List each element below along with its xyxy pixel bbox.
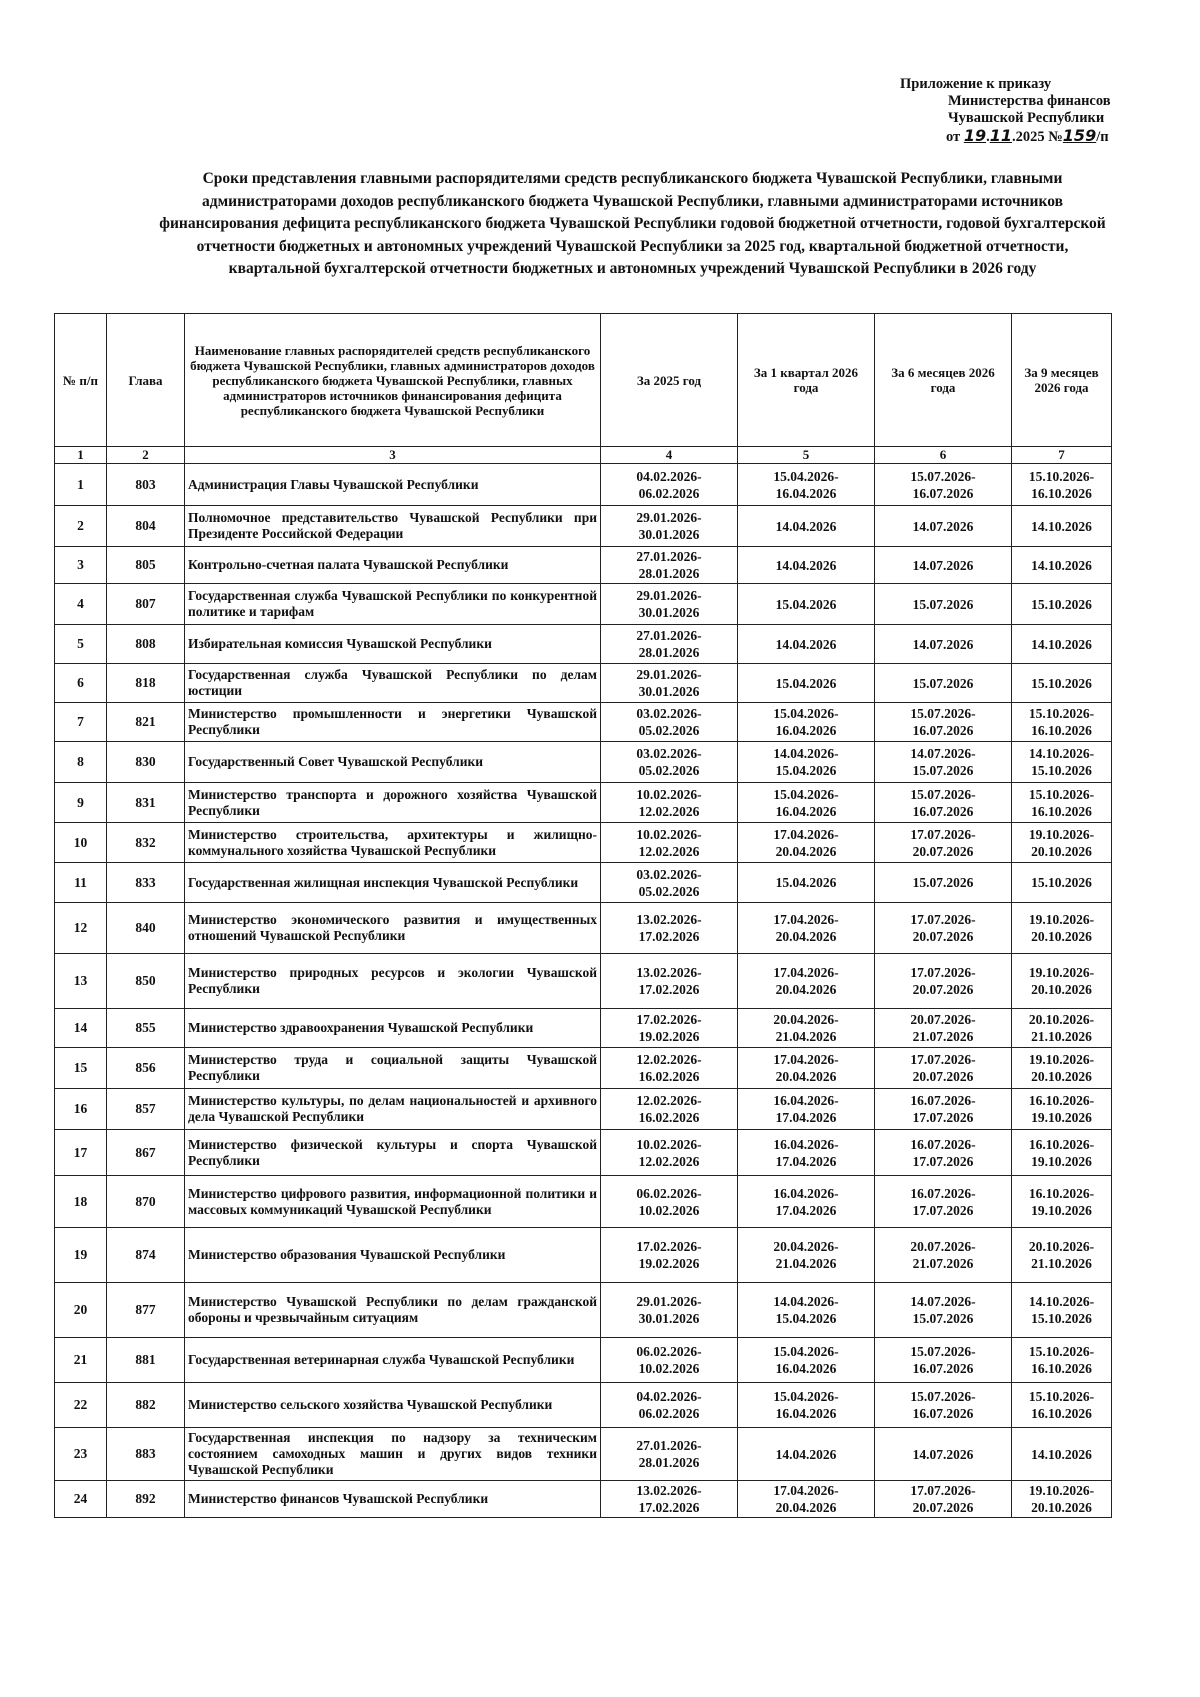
table-row (55, 863, 1112, 903)
row-number: 18 (55, 1176, 107, 1228)
deadline-6m: 16.07.2026- 17.07.2026 (875, 1176, 1012, 1228)
deadline-6m: 14.07.2026 (875, 1428, 1012, 1481)
deadline-q1: 17.04.2026- 20.04.2026 (738, 903, 875, 954)
organization-name: Министерство сельского хозяйства Чувашской Республики (185, 1383, 601, 1428)
table-row (55, 823, 1112, 863)
deadline-6m: 15.07.2026 (875, 584, 1012, 625)
header-num: № п/п (55, 314, 107, 447)
organization-name: Министерство природных ресурсов и экологии Чувашской Республики (185, 954, 601, 1009)
appendix-order-line: от 19.11.2025 №159/п (946, 126, 1109, 145)
deadline-2025: 13.02.2026- 17.02.2026 (601, 903, 738, 954)
chapter-code: 818 (107, 664, 185, 703)
organization-name: Министерство физической культуры и спорта Чувашской Республики (185, 1130, 601, 1176)
column-number: 1 (55, 447, 107, 464)
document-title: Сроки представления главными распорядителями средств республиканского бюджета Чувашской Республики, главными администраторами доходов республиканского бюджета Чувашской Республики, главными администраторами источников финансирования дефицита республиканского бюджета Чувашской Республики годовой бюджетной отчетности, годовой бухгалтерской отчетности бюджетных и автономных учреждений Чувашской Республики за 2025 год, квартальной бюджетной отчетности, квартальной бухгалтерской отчетности бюджетных и автономных учреждений Чувашской Республики в 2026 году (159, 170, 1106, 277)
deadline-6m: 20.07.2026- 21.07.2026 (875, 1228, 1012, 1283)
deadline-9m: 15.10.2026- 16.10.2026 (1012, 464, 1112, 506)
order-year: .2025 № (1011, 129, 1063, 145)
table-row (55, 547, 1112, 584)
deadline-q1: 14.04.2026- 15.04.2026 (738, 742, 875, 783)
deadline-9m: 15.10.2026- 16.10.2026 (1012, 783, 1112, 823)
deadline-2025: 10.02.2026- 12.02.2026 (601, 1130, 738, 1176)
row-number: 14 (55, 1009, 107, 1048)
deadline-2025: 04.02.2026- 06.02.2026 (601, 1383, 738, 1428)
row-number: 11 (55, 863, 107, 903)
organization-name: Министерство финансов Чувашской Республики (185, 1481, 601, 1518)
deadline-q1: 14.04.2026 (738, 625, 875, 664)
chapter-code: 807 (107, 584, 185, 625)
organization-name: Министерство цифрового развития, информационной политики и массовых коммуникаций Чувашской Республики (185, 1176, 601, 1228)
appendix-line-3: Чувашской Республики (948, 110, 1105, 126)
deadline-9m: 19.10.2026- 20.10.2026 (1012, 1048, 1112, 1089)
chapter-code: 892 (107, 1481, 185, 1518)
deadline-6m: 16.07.2026- 17.07.2026 (875, 1130, 1012, 1176)
deadline-9m: 15.10.2026 (1012, 664, 1112, 703)
deadline-6m: 15.07.2026- 16.07.2026 (875, 703, 1012, 742)
deadline-2025: 13.02.2026- 17.02.2026 (601, 954, 738, 1009)
row-number: 23 (55, 1428, 107, 1481)
deadline-2025: 10.02.2026- 12.02.2026 (601, 823, 738, 863)
deadline-9m: 15.10.2026- 16.10.2026 (1012, 703, 1112, 742)
table-row (55, 1089, 1112, 1130)
header-year-2025: За 2025 год (601, 314, 738, 447)
table-body (55, 464, 1112, 1518)
organization-name: Министерство культуры, по делам национальностей и архивного дела Чувашской Республики (185, 1089, 601, 1130)
chapter-code: 867 (107, 1130, 185, 1176)
deadline-2025: 04.02.2026- 06.02.2026 (601, 464, 738, 506)
row-number: 13 (55, 954, 107, 1009)
row-number: 21 (55, 1338, 107, 1383)
organization-name: Избирательная комиссия Чувашской Республики (185, 625, 601, 664)
deadline-6m: 16.07.2026- 17.07.2026 (875, 1089, 1012, 1130)
chapter-code: 857 (107, 1089, 185, 1130)
deadline-9m: 16.10.2026- 19.10.2026 (1012, 1089, 1112, 1130)
deadline-2025: 03.02.2026- 05.02.2026 (601, 742, 738, 783)
chapter-code: 883 (107, 1428, 185, 1481)
row-number: 16 (55, 1089, 107, 1130)
deadline-2025: 06.02.2026- 10.02.2026 (601, 1338, 738, 1383)
row-number: 9 (55, 783, 107, 823)
order-suffix: /п (1096, 129, 1109, 145)
organization-name: Государственный Совет Чувашской Республики (185, 742, 601, 783)
deadline-9m: 14.10.2026- 15.10.2026 (1012, 742, 1112, 783)
deadline-q1: 16.04.2026- 17.04.2026 (738, 1130, 875, 1176)
deadline-2025: 17.02.2026- 19.02.2026 (601, 1228, 738, 1283)
deadline-q1: 20.04.2026- 21.04.2026 (738, 1009, 875, 1048)
order-day: 19 (963, 126, 987, 145)
table-row (55, 1383, 1112, 1428)
organization-name: Государственная жилищная инспекция Чувашской Республики (185, 863, 601, 903)
table-row (55, 903, 1112, 954)
deadline-9m: 15.10.2026 (1012, 863, 1112, 903)
deadline-2025: 13.02.2026- 17.02.2026 (601, 1481, 738, 1518)
organization-name: Контрольно-счетная палата Чувашской Республики (185, 547, 601, 584)
organization-name: Государственная служба Чувашской Республики по делам юстиции (185, 664, 601, 703)
deadline-q1: 16.04.2026- 17.04.2026 (738, 1176, 875, 1228)
order-month: 11 (989, 126, 1012, 145)
deadline-6m: 17.07.2026- 20.07.2026 (875, 903, 1012, 954)
row-number: 17 (55, 1130, 107, 1176)
chapter-code: 855 (107, 1009, 185, 1048)
deadline-2025: 27.01.2026- 28.01.2026 (601, 625, 738, 664)
date-prefix: от (946, 129, 961, 145)
deadline-6m: 17.07.2026- 20.07.2026 (875, 1048, 1012, 1089)
column-number-row (55, 447, 1112, 464)
table-row (55, 703, 1112, 742)
deadlines-table (54, 313, 1112, 1518)
deadline-9m: 19.10.2026- 20.10.2026 (1012, 954, 1112, 1009)
row-number: 6 (55, 664, 107, 703)
chapter-code: 832 (107, 823, 185, 863)
chapter-code: 805 (107, 547, 185, 584)
deadline-2025: 29.01.2026- 30.01.2026 (601, 506, 738, 547)
organization-name: Министерство здравоохранения Чувашской Республики (185, 1009, 601, 1048)
deadline-9m: 14.10.2026 (1012, 547, 1112, 584)
table-row (55, 1283, 1112, 1338)
table-row (55, 1130, 1112, 1176)
deadline-9m: 16.10.2026- 19.10.2026 (1012, 1176, 1112, 1228)
deadline-q1: 15.04.2026- 16.04.2026 (738, 783, 875, 823)
column-number: 5 (738, 447, 875, 464)
deadline-2025: 06.02.2026- 10.02.2026 (601, 1176, 738, 1228)
deadline-2025: 03.02.2026- 05.02.2026 (601, 703, 738, 742)
deadline-6m: 17.07.2026- 20.07.2026 (875, 1481, 1012, 1518)
deadline-q1: 15.04.2026 (738, 863, 875, 903)
organization-name: Государственная инспекция по надзору за техническим состоянием самоходных машин и других видов техники Чувашской Республики (185, 1428, 601, 1481)
deadline-q1: 14.04.2026- 15.04.2026 (738, 1283, 875, 1338)
deadline-2025: 17.02.2026- 19.02.2026 (601, 1009, 738, 1048)
table-row (55, 1176, 1112, 1228)
column-number: 3 (185, 447, 601, 464)
deadline-q1: 15.04.2026- 16.04.2026 (738, 1338, 875, 1383)
table-row (55, 625, 1112, 664)
deadline-2025: 27.01.2026- 28.01.2026 (601, 1428, 738, 1481)
chapter-code: 831 (107, 783, 185, 823)
chapter-code: 840 (107, 903, 185, 954)
row-number: 22 (55, 1383, 107, 1428)
deadline-q1: 15.04.2026- 16.04.2026 (738, 464, 875, 506)
table-row (55, 464, 1112, 506)
deadline-6m: 20.07.2026- 21.07.2026 (875, 1009, 1012, 1048)
row-number: 10 (55, 823, 107, 863)
deadline-6m: 14.07.2026 (875, 506, 1012, 547)
header-q1-2026: За 1 квартал 2026 года (738, 314, 875, 447)
deadline-q1: 16.04.2026- 17.04.2026 (738, 1089, 875, 1130)
deadline-9m: 15.10.2026 (1012, 584, 1112, 625)
deadline-6m: 14.07.2026- 15.07.2026 (875, 1283, 1012, 1338)
row-number: 2 (55, 506, 107, 547)
deadline-6m: 14.07.2026 (875, 547, 1012, 584)
deadline-q1: 14.04.2026 (738, 547, 875, 584)
table-row (55, 1048, 1112, 1089)
table-row (55, 1228, 1112, 1283)
table-row (55, 1481, 1112, 1518)
column-number: 6 (875, 447, 1012, 464)
deadline-6m: 14.07.2026- 15.07.2026 (875, 742, 1012, 783)
deadline-6m: 17.07.2026- 20.07.2026 (875, 823, 1012, 863)
chapter-code: 882 (107, 1383, 185, 1428)
appendix-block (900, 76, 1111, 146)
row-number: 15 (55, 1048, 107, 1089)
header-chapter: Глава (107, 314, 185, 447)
deadline-9m: 19.10.2026- 20.10.2026 (1012, 903, 1112, 954)
deadline-9m: 14.10.2026 (1012, 625, 1112, 664)
table-row (55, 1428, 1112, 1481)
deadline-9m: 15.10.2026- 16.10.2026 (1012, 1383, 1112, 1428)
deadline-q1: 15.04.2026- 16.04.2026 (738, 1383, 875, 1428)
chapter-code: 856 (107, 1048, 185, 1089)
header-name: Наименование главных распорядителей средств республиканского бюджета Чувашской Республики, главных администраторов доходов республиканского бюджета Чувашской Республики, главных администраторов источников финансирования дефицита республиканского бюджета Чувашской Республики (185, 314, 601, 447)
deadline-9m: 19.10.2026- 20.10.2026 (1012, 1481, 1112, 1518)
deadline-q1: 14.04.2026 (738, 506, 875, 547)
appendix-line-2: Министерства финансов (948, 93, 1111, 109)
row-number: 12 (55, 903, 107, 954)
table-row (55, 664, 1112, 703)
chapter-code: 874 (107, 1228, 185, 1283)
row-number: 20 (55, 1283, 107, 1338)
deadline-2025: 10.02.2026- 12.02.2026 (601, 783, 738, 823)
deadline-9m: 19.10.2026- 20.10.2026 (1012, 823, 1112, 863)
organization-name: Министерство строительства, архитектуры и жилищно-коммунального хозяйства Чувашской Республики (185, 823, 601, 863)
row-number: 7 (55, 703, 107, 742)
row-number: 1 (55, 464, 107, 506)
column-number: 7 (1012, 447, 1112, 464)
row-number: 4 (55, 584, 107, 625)
table-row (55, 954, 1112, 1009)
organization-name: Министерство труда и социальной защиты Чувашской Республики (185, 1048, 601, 1089)
deadline-6m: 15.07.2026 (875, 664, 1012, 703)
deadline-2025: 29.01.2026- 30.01.2026 (601, 584, 738, 625)
organization-name: Министерство промышленности и энергетики Чувашской Республики (185, 703, 601, 742)
table-row (55, 1338, 1112, 1383)
deadline-9m: 15.10.2026- 16.10.2026 (1012, 1338, 1112, 1383)
deadline-6m: 15.07.2026- 16.07.2026 (875, 783, 1012, 823)
table-row (55, 584, 1112, 625)
chapter-code: 881 (107, 1338, 185, 1383)
organization-name: Министерство Чувашской Республики по делам гражданской обороны и чрезвычайным ситуациям (185, 1283, 601, 1338)
chapter-code: 877 (107, 1283, 185, 1338)
organization-name: Министерство образования Чувашской Республики (185, 1228, 601, 1283)
deadline-6m: 15.07.2026- 16.07.2026 (875, 1383, 1012, 1428)
organization-name: Государственная ветеринарная служба Чувашской Республики (185, 1338, 601, 1383)
deadline-9m: 16.10.2026- 19.10.2026 (1012, 1130, 1112, 1176)
organization-name: Министерство транспорта и дорожного хозяйства Чувашской Республики (185, 783, 601, 823)
chapter-code: 808 (107, 625, 185, 664)
deadline-6m: 14.07.2026 (875, 625, 1012, 664)
row-number: 5 (55, 625, 107, 664)
deadline-9m: 14.10.2026 (1012, 506, 1112, 547)
column-number: 4 (601, 447, 738, 464)
row-number: 24 (55, 1481, 107, 1518)
deadline-9m: 20.10.2026- 21.10.2026 (1012, 1228, 1112, 1283)
deadline-2025: 29.01.2026- 30.01.2026 (601, 1283, 738, 1338)
chapter-code: 821 (107, 703, 185, 742)
deadline-9m: 20.10.2026- 21.10.2026 (1012, 1009, 1112, 1048)
row-number: 19 (55, 1228, 107, 1283)
chapter-code: 833 (107, 863, 185, 903)
deadline-6m: 15.07.2026- 16.07.2026 (875, 464, 1012, 506)
row-number: 8 (55, 742, 107, 783)
row-number: 3 (55, 547, 107, 584)
deadline-2025: 12.02.2026- 16.02.2026 (601, 1089, 738, 1130)
appendix-line-1: Приложение к приказу (900, 76, 1052, 92)
organization-name: Государственная служба Чувашской Республики по конкурентной политике и тарифам (185, 584, 601, 625)
deadline-9m: 14.10.2026- 15.10.2026 (1012, 1283, 1112, 1338)
deadline-2025: 03.02.2026- 05.02.2026 (601, 863, 738, 903)
chapter-code: 803 (107, 464, 185, 506)
table-row (55, 1009, 1112, 1048)
table-row (55, 506, 1112, 547)
column-number: 2 (107, 447, 185, 464)
deadline-q1: 17.04.2026- 20.04.2026 (738, 1048, 875, 1089)
organization-name: Полномочное представительство Чувашской Республики при Президенте Российской Федерации (185, 506, 601, 547)
organization-name: Администрация Главы Чувашской Республики (185, 464, 601, 506)
header-9m-2026: За 9 месяцев 2026 года (1012, 314, 1112, 447)
table-row (55, 783, 1112, 823)
deadline-2025: 27.01.2026- 28.01.2026 (601, 547, 738, 584)
deadline-q1: 15.04.2026 (738, 584, 875, 625)
deadline-9m: 14.10.2026 (1012, 1428, 1112, 1481)
deadline-q1: 15.04.2026 (738, 664, 875, 703)
deadline-q1: 17.04.2026- 20.04.2026 (738, 823, 875, 863)
deadline-q1: 15.04.2026- 16.04.2026 (738, 703, 875, 742)
chapter-code: 850 (107, 954, 185, 1009)
deadline-q1: 17.04.2026- 20.04.2026 (738, 1481, 875, 1518)
order-number: 159 (1062, 126, 1097, 145)
deadline-6m: 15.07.2026- 16.07.2026 (875, 1338, 1012, 1383)
deadline-6m: 17.07.2026- 20.07.2026 (875, 954, 1012, 1009)
chapter-code: 804 (107, 506, 185, 547)
table-header-row (55, 314, 1112, 447)
chapter-code: 830 (107, 742, 185, 783)
chapter-code: 870 (107, 1176, 185, 1228)
header-6m-2026: За 6 месяцев 2026 года (875, 314, 1012, 447)
organization-name: Министерство экономического развития и имущественных отношений Чувашской Республики (185, 903, 601, 954)
deadline-q1: 17.04.2026- 20.04.2026 (738, 954, 875, 1009)
deadline-q1: 14.04.2026 (738, 1428, 875, 1481)
table-row (55, 742, 1112, 783)
deadline-2025: 29.01.2026- 30.01.2026 (601, 664, 738, 703)
deadline-q1: 20.04.2026- 21.04.2026 (738, 1228, 875, 1283)
deadline-6m: 15.07.2026 (875, 863, 1012, 903)
deadline-2025: 12.02.2026- 16.02.2026 (601, 1048, 738, 1089)
